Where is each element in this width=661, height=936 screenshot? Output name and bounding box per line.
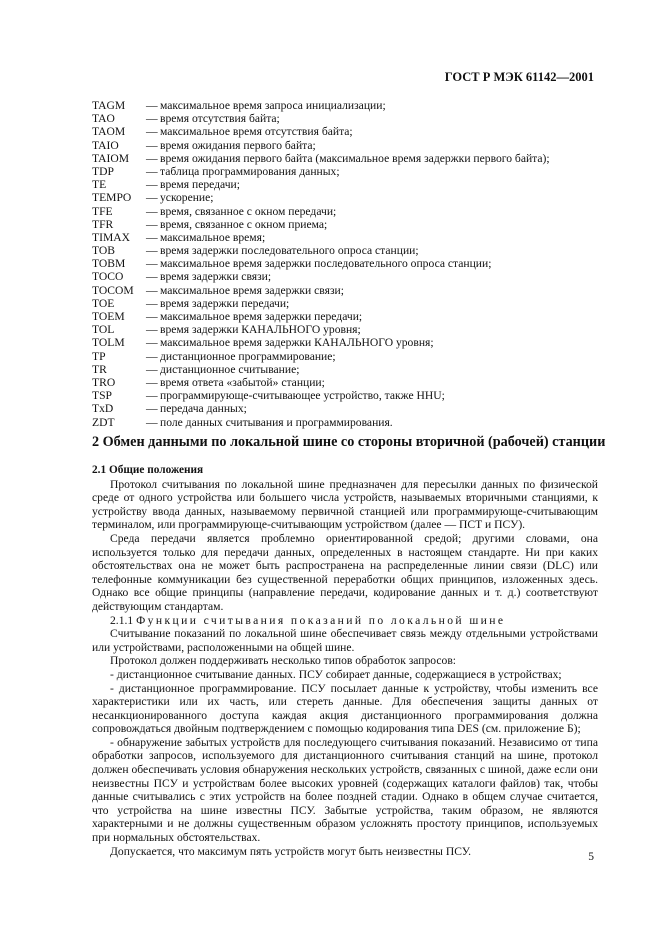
definition-row [92, 165, 612, 178]
definition-term: TAO [92, 112, 115, 126]
definition-text: дистанционное считывание; [160, 362, 300, 376]
definition-term: TOB [92, 244, 115, 258]
definition-row [92, 297, 612, 310]
definition-row [92, 218, 612, 231]
definition-text: время задержки связи; [160, 270, 272, 284]
definition-row [92, 310, 612, 323]
definition-row [92, 323, 612, 336]
definition-dash: — [146, 244, 158, 258]
definition-dash: — [146, 389, 158, 403]
definition-text: дистанционное программирование; [160, 349, 336, 363]
definition-term: TOEM [92, 310, 125, 323]
subsubsection-heading [92, 614, 598, 628]
definition-text: время задержки передачи; [160, 296, 290, 310]
bullet-item: - дистанционное считывание данных. ПСУ собирает данные, содержащиеся в устройствах; [110, 667, 562, 681]
definition-dash: — [146, 178, 158, 192]
definition-term: TOBM [92, 257, 126, 271]
definition-term: TOLM [92, 336, 125, 350]
definition-term: TEMPO [92, 191, 132, 205]
definition-row [92, 244, 612, 257]
section-body [92, 464, 598, 858]
definition-row [92, 363, 612, 376]
bullet-item: - дистанционное программирование. ПСУ посылает данные к устройству, чтобы изменить все характеристики или их часть, или стереть данные. Для обеспечения защиты данных от несанкционированного доступа каждая акция дистанционного программирования должна сопровождаться двойным подтверждением с помощью кодирования типа DES (см. приложение Б); [92, 681, 598, 736]
definition-row [92, 389, 612, 402]
definition-term: TAGM [92, 99, 126, 112]
subsubsection-title: Функции считывания показаний по локальной шине [136, 613, 506, 627]
definition-text: время, связанное с окном приема; [160, 217, 328, 231]
paragraph: Среда передачи является проблемно ориентированной средой; другими словами, она используется только для передачи данных, определенных в настоящем стандарте. Ни при каких обстоятельствах она не может быть распространена на распределенные линии связи (DLC) или телефонные коммуникации без существенной переработки общих принципов, изложенных здесь. Однако все общие принципы (направление передачи, кодирование данных и т. д.) соответствуют действующим стандартам. [92, 531, 598, 613]
definition-term: TAIO [92, 138, 119, 152]
definition-text: время задержки КАНАЛЬНОГО уровня; [160, 323, 361, 337]
definition-text: максимальное время запроса инициализации; [160, 99, 386, 112]
definition-row [92, 231, 612, 244]
definition-dash: — [146, 99, 158, 112]
definition-dash: — [146, 204, 158, 218]
definition-row [92, 402, 612, 415]
page-number: 5 [588, 851, 594, 863]
definition-dash: — [146, 125, 158, 139]
definition-text: максимальное время отсутствия байта; [160, 125, 353, 139]
definition-text: передача данных; [160, 402, 247, 416]
paragraph: Протокол считывания по локальной шине предназначен для пересылки данных по физической среде от одного устройства или большего числа устройств, называемых вторичными станциями, к устройству ввода данных, называемому первичной станцией или программирующе-считывающим терминалом, или программирующе-считывающим устройством (далее — ПСТ и ПСУ). [92, 477, 598, 532]
paragraph: Допускается, что максимум пять устройств могут быть неизвестны ПСУ. [110, 844, 472, 858]
abbreviations-list [92, 99, 612, 429]
definition-text: поле данных считывания и программирования. [160, 415, 393, 429]
definition-text: время отсутствия байта; [160, 112, 280, 126]
definition-dash: — [146, 191, 158, 205]
definition-text: программирующе-считывающее устройство, также HHU; [160, 389, 445, 403]
definition-row [92, 125, 612, 138]
definition-dash: — [146, 296, 158, 310]
definition-text: максимальное время задержки КАНАЛЬНОГО уровня; [160, 336, 434, 350]
definition-dash: — [146, 283, 158, 297]
definition-text: время ответа «забытой» станции; [160, 375, 325, 389]
definition-text: максимальное время; [160, 230, 266, 244]
definition-term: TAOM [92, 125, 126, 139]
definition-term: TSP [92, 389, 112, 403]
definition-dash: — [146, 310, 158, 323]
definition-text: максимальное время задержки связи; [160, 283, 344, 297]
definition-row [92, 178, 612, 191]
definition-text: время ожидания первого байта; [160, 138, 316, 152]
definition-text: время, связанное с окном передачи; [160, 204, 337, 218]
definition-text: время передачи; [160, 178, 240, 192]
definition-row [92, 416, 612, 429]
definition-row [92, 350, 612, 363]
definition-term: TE [92, 178, 107, 192]
definition-text: таблица программирования данных; [160, 164, 340, 178]
subsection-heading: 2.1 Общие положения [92, 464, 204, 476]
definition-term: TOCO [92, 270, 124, 284]
definition-text: максимальное время задержки передачи; [160, 310, 363, 323]
definition-term: TFR [92, 217, 114, 231]
definition-row [92, 376, 612, 389]
definition-row [92, 152, 612, 165]
definition-row [92, 99, 612, 112]
section-heading: 2 Обмен данными по локальной шине со стороны вторичной (рабочей) станции [92, 434, 606, 450]
definition-dash: — [146, 402, 158, 416]
definition-dash: — [146, 230, 158, 244]
definition-row [92, 139, 612, 152]
definition-text: ускорение; [160, 191, 214, 205]
definition-row [92, 205, 612, 218]
definition-dash: — [146, 349, 158, 363]
definition-dash: — [146, 362, 158, 376]
definition-dash: — [146, 138, 158, 152]
definition-dash: — [146, 415, 158, 429]
definition-dash: — [146, 151, 158, 165]
paragraph: Протокол должен поддерживать несколько типов обработок запросов: [110, 654, 457, 668]
definition-text: время ожидания первого байта (максимальное время задержки первого байта); [160, 151, 550, 165]
subsubsection-number: 2.1.1 [110, 613, 134, 627]
definition-term: TOE [92, 296, 115, 310]
definition-dash: — [146, 112, 158, 126]
definition-dash: — [146, 336, 158, 350]
definition-row [92, 270, 612, 283]
definition-term: TP [92, 349, 106, 363]
definition-row [92, 284, 612, 297]
definition-term: TDP [92, 164, 114, 178]
definition-row [92, 257, 612, 270]
definition-dash: — [146, 323, 158, 337]
definition-dash: — [146, 257, 158, 271]
definition-term: TAIOM [92, 151, 130, 165]
definition-term: TFE [92, 204, 113, 218]
definition-term: TRO [92, 375, 116, 389]
definition-dash: — [146, 270, 158, 284]
definition-dash: — [146, 375, 158, 389]
definition-term: TR [92, 362, 107, 376]
definition-row [92, 191, 612, 204]
bullet-item: - обнаружение забытых устройств для последующего считывания показаний. Независимо от типа обработки запросов, используемого для дистанционного считывания станций на шине, протокол должен обеспечивать условия обнаружения нескольких устройств, связанных с шиной, даже если они неизвестны ПСУ и устройствам более высоких уровней (содержащих каталоги файлов) так, чтобы данные считывались с этих устройств на более поздней стадии. Однако в общем случае считается, что устройства на шине известны ПСУ. Забытые устройства, таким образом, не являются характерными и не должны существенным образом усложнять простоту принципов, используемых при нормальных обстоятельствах. [92, 735, 598, 845]
definition-term: TxD [92, 402, 114, 416]
standard-header: ГОСТ Р МЭК 61142—2001 [444, 70, 594, 84]
definition-row [92, 112, 612, 125]
definition-text: время задержки последовательного опроса станции; [160, 244, 419, 258]
definition-row [92, 336, 612, 349]
definition-term: TOCOM [92, 283, 134, 297]
definition-term: TOL [92, 323, 115, 337]
definition-text: максимальное время задержки последовательного опроса станции; [160, 257, 492, 271]
definition-term: TIMAX [92, 230, 130, 244]
definition-dash: — [146, 217, 158, 231]
definition-dash: — [146, 164, 158, 178]
definition-term: ZDT [92, 415, 115, 429]
paragraph: Считывание показаний по локальной шине обеспечивает связь между отдельными устройствами или устройствами, расположенными на общей шине. [92, 627, 598, 654]
